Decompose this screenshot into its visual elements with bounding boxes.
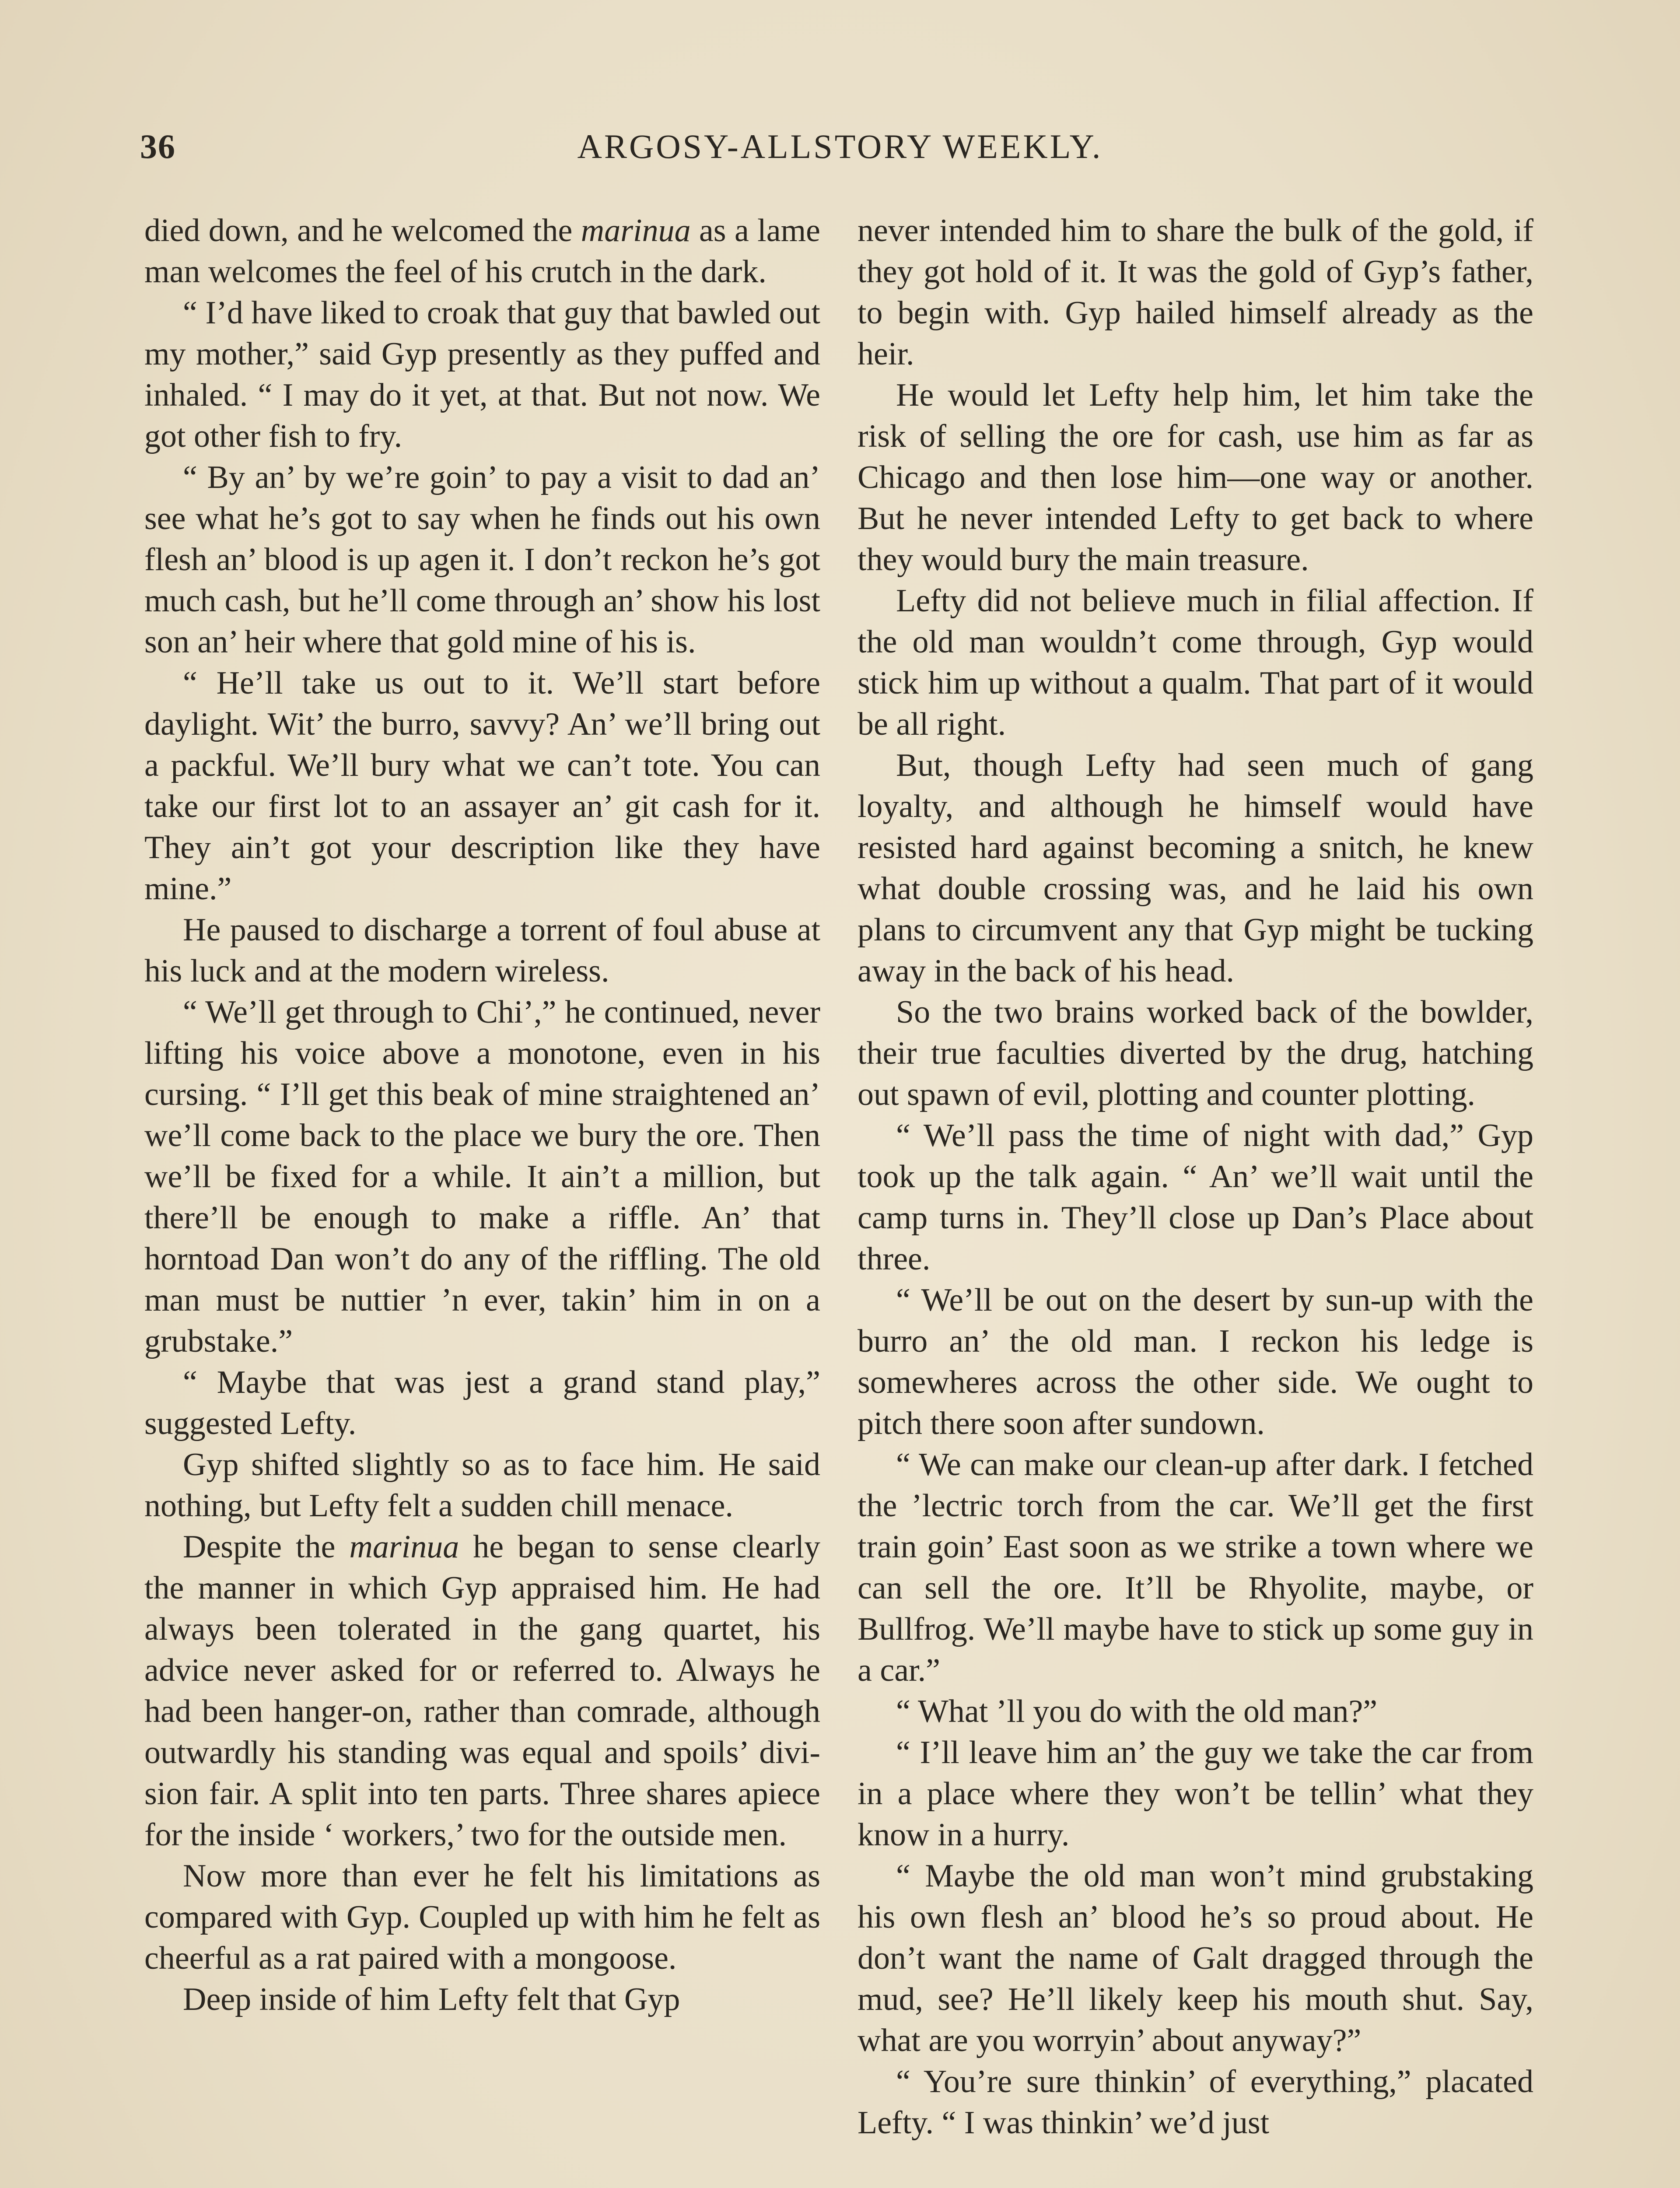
paragraph: “ I’ll leave him an’ the guy we take the car from in a place where they won’t be tellin’ what they know in a hurry. xyxy=(858,1735,1533,1853)
paragraph: “ You’re sure thinkin’ of everything,” placated Lefty. “ I was thinkin’ we’d just xyxy=(858,2064,1533,2141)
page-header xyxy=(140,127,1540,184)
paragraph: “ Maybe that was jest a grand stand play,” suggested Lefty. xyxy=(144,1364,820,1441)
paragraph: So the two brains worked back of the bowlder, their true faculties diverted by the drug, hatching out spawn of evil, plotting and counter plotting. xyxy=(858,994,1533,1112)
paragraph: “ We’ll be out on the desert by sun-up with the burro an’ the old man. I reckon his ledge is somewheres across the other side. We ought to pitch there soon after sundown. xyxy=(858,1282,1533,1441)
paragraph: “ I’d have liked to croak that guy that bawled out my mother,” said Gyp presently as they puffed and inhaled. “ I may do it yet, at that. But not now. We got other fish to fry. xyxy=(144,295,820,454)
paragraph: Deep inside of him Lefty felt that Gyp xyxy=(183,1981,680,2017)
paragraph: Lefty did not believe much in filial affection. If the old man wouldn’t come through, Gyp would stick him up without a qualm. That part of it would be all right. xyxy=(858,583,1533,742)
paragraph: He would let Lefty help him, let him take the risk of selling the ore for cash, use him as far as Chicago and then lose him—one way or another. But he never intended Lefty to get back to where they would bury the main treasure. xyxy=(858,377,1533,578)
paragraph: “ Maybe the old man won’t mind grubstaking his own flesh an’ blood he’s so proud about. He don’t want the name of Galt dragged through the mud, see? He’ll likely keep his mouth shut. Say, what are you worryin’ about anyway?” xyxy=(858,1858,1533,2058)
paragraph: never intended him to share the bulk of the gold, if they got hold of it. It was the gold of Gyp’s father, to begin with. Gyp hailed himself already as the heir. xyxy=(858,213,1533,372)
paragraph: “ We can make our clean-up after dark. I fetched the ’lectric torch from the car. We’ll get the first train goin’ East soon as we strike a town where we can sell the ore. It’ll be Rhyolite, maybe, or Bullfrog. We’ll maybe have to stick up some guy in a car.” xyxy=(858,1447,1533,1688)
paragraph: “ We’ll pass the time of night with dad,” Gyp took up the talk again. “ An’ we’ll wait until the camp turns in. They’ll close up Dan’s Place about three. xyxy=(858,1118,1533,1277)
paragraph: “ We’ll get through to Chi’,” he continued, never lifting his voice above a monotone, even in his cursing. “ I’ll get this beak of mine straightened an’ we’ll come back to the place we bury the ore. Then we’ll be fixed for a while. It ain’t a million, but there’ll be enough to make a riffle. An’ that horntoad Dan won’t do any of the riffling. The old man must be nuttier ’n ever, takin’ him in on a grubstake.” xyxy=(144,994,820,1359)
left-column xyxy=(144,210,820,2188)
paragraph: “ What ’ll you do with the old man?” xyxy=(896,1694,1378,1729)
paragraph: “ He’ll take us out to it. We’ll start before daylight. Wit’ the burro, savvy? An’ we’ll bring out a packful. We’ll bury what we can’t tote. You can take our first lot to an assayer an’ git cash for it. They ain’t got your description like they have mine.” xyxy=(144,665,820,907)
right-column xyxy=(858,210,1533,2188)
page-number: 36 xyxy=(140,127,176,165)
paragraph: He paused to discharge a torrent of foul abuse at his luck and at the modern wireless. xyxy=(144,912,820,989)
paragraph: Despite the marinua he began to sense clearly the manner in which Gyp appraised him. He had always been tolerated in the gang quartet, his advice never asked for or referred to. Always he had been hanger-on, rather than comrade, although outwardly his standing was equal and spoils’ division fair. A split into ten parts. Three shares apiece for the inside ‘ workers,’ two for the outside men. xyxy=(144,1529,820,1853)
paragraph: died down, and he welcomed the marinua as a lame man welcomes the feel of his crutch in the dark. xyxy=(144,213,820,290)
paragraph: Now more than ever he felt his limitations as compared with Gyp. Coupled up with him he felt as cheerful as a rat paired with a mongoose. xyxy=(144,1858,820,1976)
paragraph: “ By an’ by we’re goin’ to pay a visit to dad an’ see what he’s got to say when he finds out his own flesh an’ blood is up agen it. I don’t reckon he’s got much cash, but he’ll come through an’ show his lost son an’ heir where that gold mine of his is. xyxy=(144,459,820,660)
paragraph: Gyp shifted slightly so as to face him. He said nothing, but Lefty felt a sudden chill menace. xyxy=(144,1447,820,1524)
paragraph: But, though Lefty had seen much of gang loyalty, and although he himself would have resisted hard against becoming a snitch, he knew what double crossing was, and he laid his own plans to circumvent any that Gyp might be tucking away in the back of his head. xyxy=(858,747,1533,989)
running-title: ARGOSY-ALLSTORY WEEKLY. xyxy=(577,127,1103,165)
